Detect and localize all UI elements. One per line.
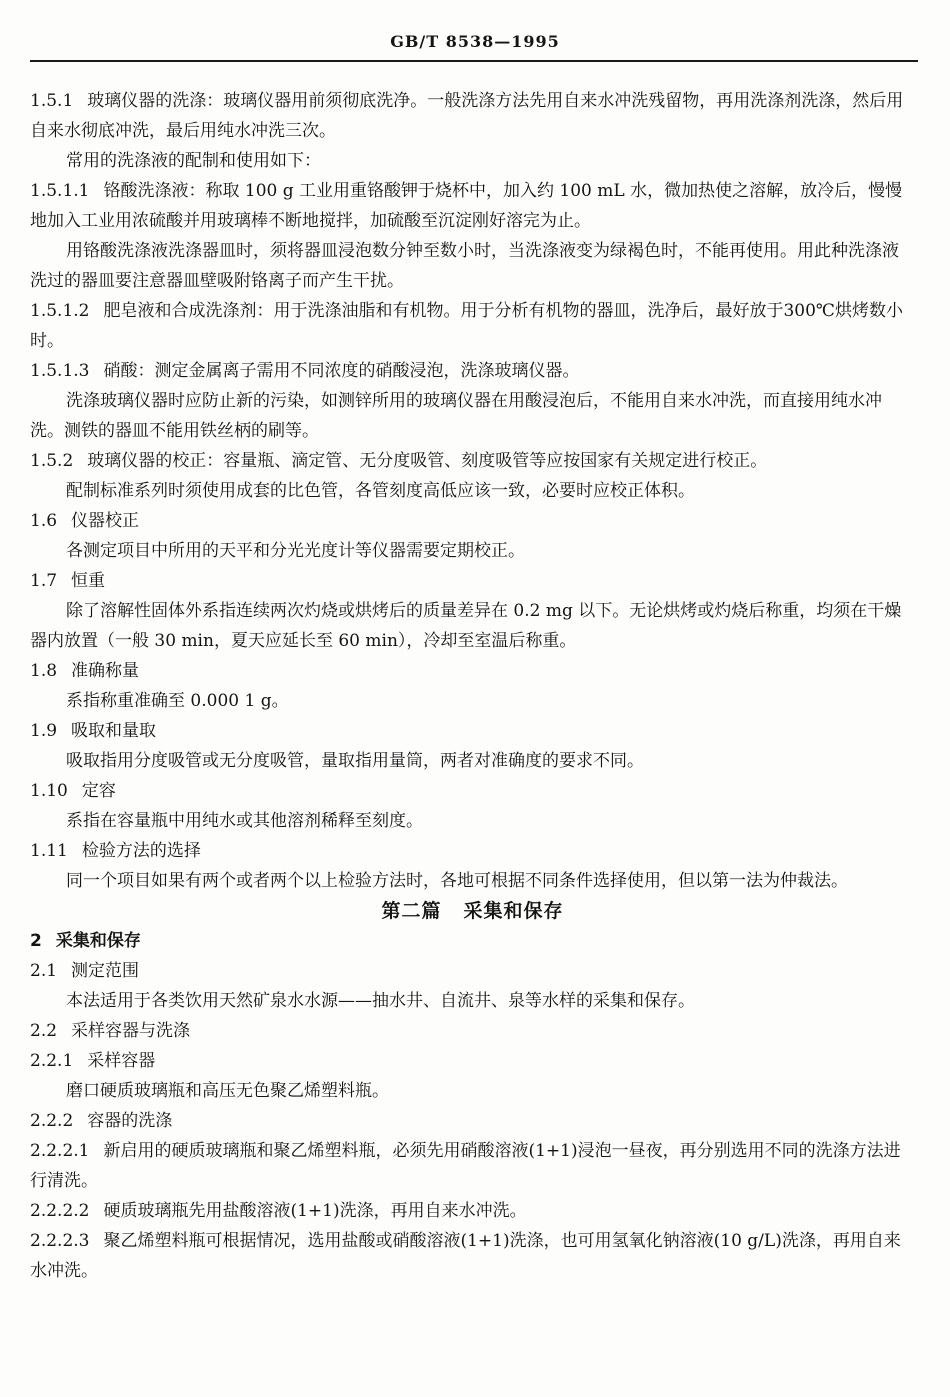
clause-number: 1.6 xyxy=(30,511,58,531)
paragraph-colorimetric: 配制标准系列时须使用成套的比色管，各管刻度高低应该一致，必要时应校正体积。 xyxy=(66,481,695,501)
clause-text: 硝酸：测定金属离子需用不同浓度的硝酸浸泡，洗涤玻璃仪器。 xyxy=(103,361,580,381)
clause-number: 1.5.2 xyxy=(30,451,74,471)
clause-text: 铬酸洗涤液：称取 100 g 工业用重铬酸钾于烧杯中，加入约 100 mL 水，微加热使之溶解，放冷后，慢慢地加入工业用浓硫酸并用玻璃棒不断地搅拌，加硫酸至沉淀刚好溶完为止。 xyxy=(30,181,903,231)
clause-number: 1.9 xyxy=(30,721,58,741)
clause-number: 1.5.1 xyxy=(30,91,74,111)
clause-number: 1.11 xyxy=(30,841,68,861)
clause-number: 2.2.2 xyxy=(30,1111,74,1131)
paragraph-chromic-use: 用铬酸洗涤液洗涤器皿时，须将器皿浸泡数分钟至数小时，当洗涤液变为绿褐色时，不能再使用。用此种洗涤液洗过的器皿要注意器皿壁吸附铬离子而产生干扰。 xyxy=(30,241,899,291)
clause-text: 硬质玻璃瓶先用盐酸溶液(1+1)洗涤，再用自来水冲洗。 xyxy=(103,1201,527,1221)
clause-2-2-2-heading xyxy=(30,1106,915,1136)
clause-number: 1.8 xyxy=(30,661,58,681)
chapter-number: 2 xyxy=(30,931,42,951)
clause-text: 玻璃仪器的洗涤：玻璃仪器用前须彻底洗净。一般洗涤方法先用自来水冲洗残留物，再用洗涤剂洗涤，然后用自来水彻底冲洗，最后用纯水冲洗三次。 xyxy=(30,91,904,141)
clause-text: 新启用的硬质玻璃瓶和聚乙烯塑料瓶，必须先用硝酸溶液(1+1)浸泡一昼夜，再分别选用不同的洗涤方法进行清洗。 xyxy=(30,1141,901,1191)
clause-number: 2.2 xyxy=(30,1021,58,1041)
clause-2-2-heading xyxy=(30,1016,915,1046)
clause-1-5-2 xyxy=(30,446,915,476)
clause-title: 仪器校正 xyxy=(71,511,140,531)
clause-title: 定容 xyxy=(81,781,116,801)
clause-text: 肥皂液和合成洗涤剂：用于洗涤油脂和有机物。用于分析有机物的器皿，洗净后，最好放于300℃烘烤数小时。 xyxy=(30,301,903,351)
clause-1-6-text: 各测定项目中所用的天平和分光光度计等仪器需要定期校正。 xyxy=(66,541,525,561)
document-body xyxy=(30,86,915,1286)
clause-2-2-2-1 xyxy=(30,1136,915,1196)
clause-number: 1.10 xyxy=(30,781,68,801)
clause-title: 采样容器 xyxy=(87,1051,156,1071)
clause-1-11-text: 同一个项目如果有两个或者两个以上检验方法时，各地可根据不同条件选择使用，但以第一法为仲裁法。 xyxy=(66,871,848,891)
clause-number: 2.2.2.3 xyxy=(30,1231,90,1251)
clause-number: 1.7 xyxy=(30,571,58,591)
clause-2-2-1-text: 磨口硬质玻璃瓶和高压无色聚乙烯塑料瓶。 xyxy=(66,1081,389,1101)
clause-text: 玻璃仪器的校正：容量瓶、滴定管、无分度吸管、刻度吸管等应按国家有关规定进行校正。 xyxy=(87,451,768,471)
clause-text: 聚乙烯塑料瓶可根据情况，选用盐酸或硝酸溶液(1+1)洗涤，也可用氢氧化钠溶液(10 g/L)洗涤，再用自来水冲洗。 xyxy=(30,1231,901,1281)
clause-2-2-2-2 xyxy=(30,1196,915,1226)
clause-1-10-heading xyxy=(30,776,915,806)
clause-number: 2.2.2.2 xyxy=(30,1201,90,1221)
clause-2-2-1-heading xyxy=(30,1046,915,1076)
clause-1-6-heading xyxy=(30,506,915,536)
clause-2-1-heading xyxy=(30,956,915,986)
clause-1-7-heading xyxy=(30,566,915,596)
clause-1-8-heading xyxy=(30,656,915,686)
clause-title: 容器的洗涤 xyxy=(87,1111,173,1131)
clause-1-5-1 xyxy=(30,86,915,146)
clause-title: 准确称量 xyxy=(71,661,140,681)
clause-1-9-heading xyxy=(30,716,915,746)
document-header: GB/T 8538—1995 xyxy=(390,32,560,51)
clause-2-2-2-3 xyxy=(30,1226,915,1286)
clause-number: 1.5.1.2 xyxy=(30,301,90,321)
part-title xyxy=(30,896,915,926)
clause-1-5-1-3 xyxy=(30,356,915,386)
clause-1-5-1-2 xyxy=(30,296,915,356)
clause-title: 吸取和量取 xyxy=(71,721,157,741)
clause-title: 测定范围 xyxy=(71,961,140,981)
part-label: 第二篇 xyxy=(381,900,442,922)
clause-title: 采样容器与洗涤 xyxy=(71,1021,191,1041)
clause-number: 2.2.2.1 xyxy=(30,1141,90,1161)
clause-1-7-text: 除了溶解性固体外系指连续两次灼烧或烘烤后的质量差异在 0.2 mg 以下。无论烘烤或灼烧后称重，均须在干燥器内放置（一般 30 min，夏天应延长至 60 min），冷却至室温后称重。 xyxy=(30,601,902,651)
clause-2-1-text: 本法适用于各类饮用天然矿泉水水源——抽水井、自流井、泉等水样的采集和保存。 xyxy=(66,991,695,1011)
clause-1-10-text: 系指在容量瓶中用纯水或其他溶剂稀释至刻度。 xyxy=(66,811,423,831)
clause-1-8-text: 系指称重准确至 0.000 1 g。 xyxy=(66,691,289,711)
clause-1-9-text: 吸取指用分度吸管或无分度吸管，量取指用量筒，两者对准确度的要求不同。 xyxy=(66,751,644,771)
paragraph-contamination: 洗涤玻璃仪器时应防止新的污染，如测锌所用的玻璃仪器在用酸浸泡后，不能用自来水冲洗，而直接用纯水冲洗。测铁的器皿不能用铁丝柄的刷等。 xyxy=(30,391,882,441)
clause-number: 1.5.1.3 xyxy=(30,361,90,381)
clause-number: 2.2.1 xyxy=(30,1051,74,1071)
clause-number: 1.5.1.1 xyxy=(30,181,90,201)
paragraph-common-solutions: 常用的洗涤液的配制和使用如下： xyxy=(66,151,321,171)
part-title-text: 采集和保存 xyxy=(463,900,564,922)
clause-1-11-heading xyxy=(30,836,915,866)
chapter-heading xyxy=(30,926,915,956)
clause-title: 恒重 xyxy=(71,571,106,591)
chapter-title: 采集和保存 xyxy=(55,931,141,951)
clause-1-5-1-1 xyxy=(30,176,915,236)
header-rule xyxy=(30,60,918,62)
clause-number: 2.1 xyxy=(30,961,58,981)
clause-title: 检验方法的选择 xyxy=(81,841,201,861)
